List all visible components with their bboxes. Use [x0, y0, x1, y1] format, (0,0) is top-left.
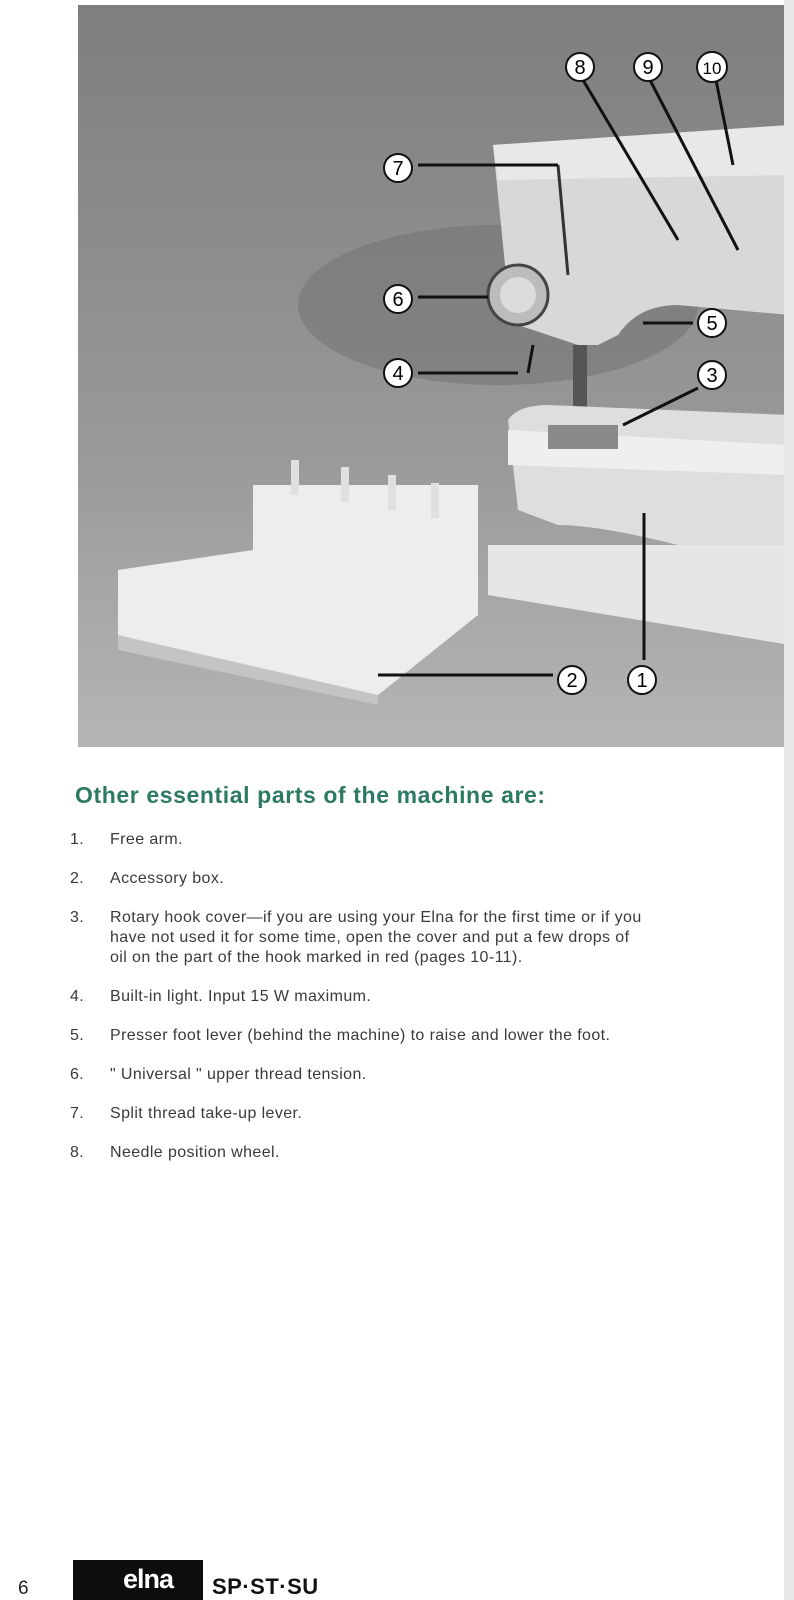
item-text: Split thread take-up lever.	[110, 1105, 303, 1122]
elna-logo: elna	[123, 1564, 174, 1594]
callout-1: 1	[636, 670, 648, 692]
parts-list	[70, 830, 650, 1182]
list-item	[70, 830, 650, 850]
item-text: Needle position wheel.	[110, 1144, 280, 1161]
callout-7: 7	[392, 158, 404, 180]
item-text: Rotary hook cover—if you are using your Elna for the first time or if you have not used it for some time, open the cover and put a few drops of oil on the part of the hook marked in red (pages 10-11).	[110, 909, 642, 966]
callout-3: 3	[706, 365, 718, 387]
item-text: Accessory box.	[110, 870, 225, 887]
model-label: SP·ST·SU	[212, 1574, 319, 1599]
item-text: Built-in light. Input 15 W maximum.	[110, 988, 372, 1005]
section-heading: Other essential parts of the machine are:	[75, 782, 546, 808]
item-number: 5.	[70, 1027, 85, 1044]
item-text: Free arm.	[110, 831, 183, 848]
callout-6: 6	[392, 289, 404, 311]
callout-5: 5	[706, 313, 718, 335]
sewing-machine-photo	[78, 5, 790, 747]
item-number: 3.	[70, 909, 85, 926]
item-number: 4.	[70, 988, 85, 1005]
callout-4: 4	[392, 363, 404, 385]
list-item	[70, 1026, 650, 1046]
list-item	[70, 1065, 650, 1085]
callout-8: 8	[574, 57, 586, 79]
photo-illustration	[78, 5, 790, 747]
item-number: 6.	[70, 1066, 85, 1083]
brand-block	[73, 1560, 203, 1600]
item-number: 1.	[70, 831, 85, 848]
item-number: 8.	[70, 1144, 85, 1161]
list-item	[70, 908, 650, 968]
list-item	[70, 869, 650, 889]
item-text: Presser foot lever (behind the machine) to raise and lower the foot.	[110, 1027, 611, 1044]
page-number: 6	[18, 1578, 29, 1599]
item-number: 7.	[70, 1105, 85, 1122]
list-item	[70, 1104, 650, 1124]
callout-2: 2	[566, 670, 578, 692]
page-edge	[784, 0, 794, 1600]
list-item	[70, 987, 650, 1007]
callout-10: 10	[702, 59, 722, 78]
item-number: 2.	[70, 870, 85, 887]
item-text: " Universal " upper thread tension.	[110, 1066, 367, 1083]
callout-9: 9	[642, 57, 654, 79]
list-item	[70, 1143, 650, 1163]
